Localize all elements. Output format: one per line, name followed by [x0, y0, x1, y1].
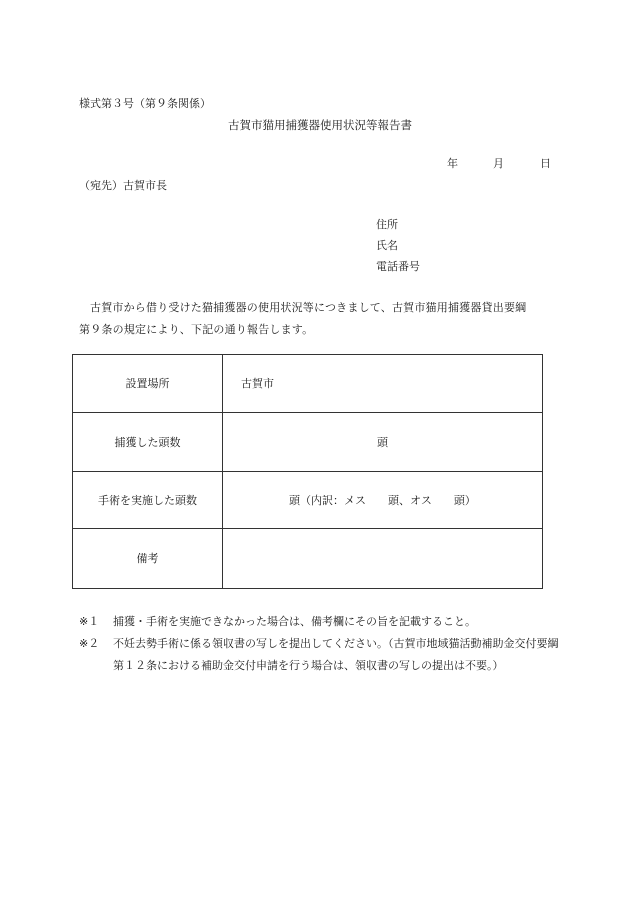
table-row: [73, 529, 543, 589]
row-value-surgery: 頭（内訳：メス 頭、オス 頭）: [223, 472, 543, 529]
row-value-captured: 頭: [223, 413, 543, 472]
applicant-block: [376, 219, 420, 282]
note-item: [79, 633, 559, 677]
table-row: [73, 413, 543, 472]
table-row: [73, 472, 543, 529]
row-value-location: 古賀市: [223, 355, 543, 413]
phone-label: 電話番号: [376, 260, 420, 273]
document-title: 古賀市猫用捕獲器使用状況等報告書: [228, 118, 412, 132]
row-label-location: 設置場所: [73, 355, 223, 413]
row-value-remarks: [223, 529, 543, 589]
notes-section: [79, 611, 559, 677]
note-mark: ※２: [79, 637, 100, 650]
addressee: （宛先）古賀市長: [79, 179, 167, 192]
address-label: 住所: [376, 218, 398, 231]
date-year-label: 年: [447, 157, 458, 170]
note-text: 捕獲・手術を実施できなかった場合は、備考欄にその旨を記載すること。: [113, 615, 476, 628]
row-label-surgery: 手術を実施した頭数: [73, 472, 223, 529]
form-number: 様式第３号（第９条関係）: [79, 97, 211, 110]
table-row: [73, 355, 543, 413]
row-label-remarks: 備考: [73, 529, 223, 589]
body-paragraph: [79, 297, 559, 341]
name-label: 氏名: [376, 239, 398, 252]
body-line-2: 第９条の規定により、下記の通り報告します。: [79, 323, 314, 336]
date-day-label: 日: [540, 157, 551, 170]
body-line-1: 古賀市から借り受けた猫捕獲器の使用状況等につきまして、古賀市猫用捕獲器貸出要綱: [90, 301, 527, 314]
row-label-captured: 捕獲した頭数: [73, 413, 223, 472]
note-text: 不妊去勢手術に係る領収書の写しを提出してください。（古賀市地域猫活動補助金交付要綱第１２条における補助金交付申請を行う場合は、領収書の写しの提出は不要。）: [113, 637, 559, 672]
report-table: [72, 354, 543, 589]
date-month-label: 月: [493, 157, 504, 170]
note-mark: ※１: [79, 615, 100, 628]
note-item: [79, 611, 559, 633]
